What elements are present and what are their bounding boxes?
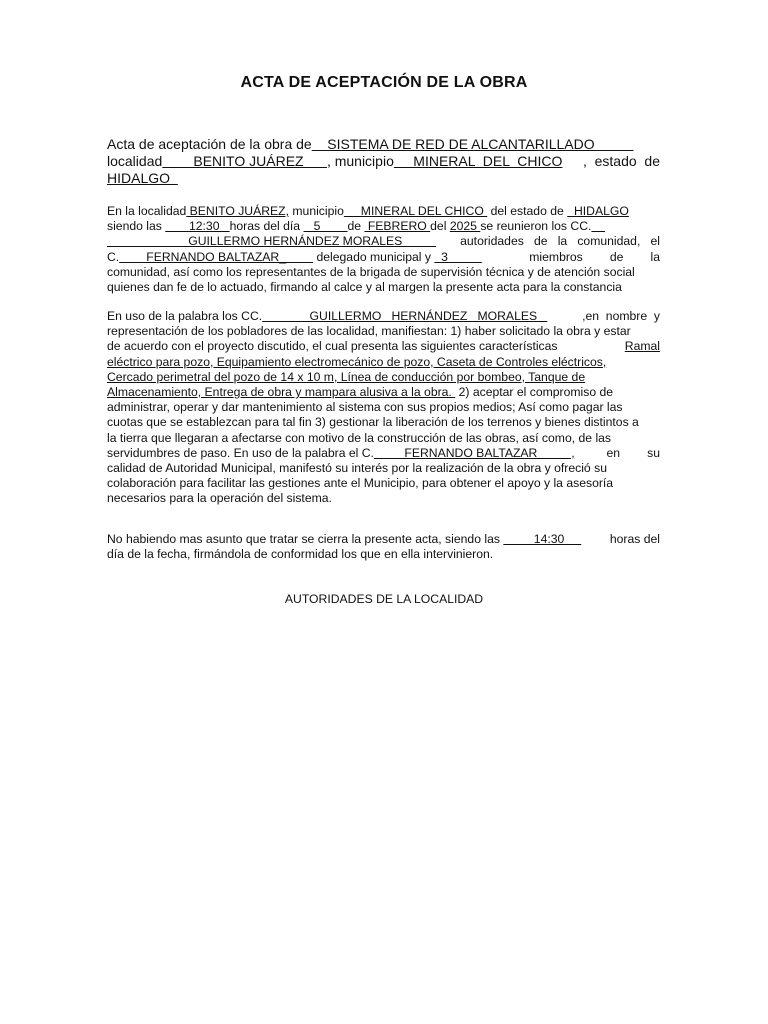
intro-estado-label: , estado de xyxy=(582,153,660,169)
p1-anio-value: 2025 xyxy=(449,219,481,234)
paragraph-closing xyxy=(107,532,660,562)
p1-localidad-label: En la localidad xyxy=(107,204,187,218)
p3-hora-value: 14:30 xyxy=(503,532,582,546)
p1-siendo-label: siendo las xyxy=(107,219,166,234)
p2-line-6 xyxy=(107,385,660,400)
p2-line-10 xyxy=(107,446,660,461)
p1-estado-label: del estado de xyxy=(487,204,568,218)
p1-municipio-value: MINERAL DEL CHICO xyxy=(343,204,488,218)
paragraph-constitution xyxy=(107,204,660,295)
p1-dia-value: 5 xyxy=(303,219,348,234)
authorities-heading: AUTORIDADES DE LA LOCALIDAD xyxy=(284,592,484,606)
p2-line-5-underlined: Cercado perimetral del pozo de 14 x 10 m, Línea de conducción por bombeo, Tanque de xyxy=(107,369,586,384)
intro-municipio-label: , municipio xyxy=(326,153,394,169)
p1-line-5: comunidad, así como los representantes de la brigada de supervisión técnica y de atención social xyxy=(107,264,635,279)
p2-lead-group xyxy=(107,309,547,324)
p1-cc-blank xyxy=(591,219,605,233)
p2-line-11: calidad de Autoridad Municipal, manifestó su interés por la realización de la obra y ofreció su xyxy=(107,461,607,476)
p1-reunieron-label: se reunieron los CC. xyxy=(480,219,592,234)
p1-de-label: de xyxy=(347,219,365,234)
p2-guillermo-name: GUILLERMO HERNÁNDEZ MORALES xyxy=(262,309,548,323)
p2-line-6-text: 2) aceptar el compromiso de xyxy=(455,385,614,400)
p3-lead: No habiendo mas asunto que tratar se cierra la presente acta, siendo las xyxy=(107,532,504,546)
p1-miembros-count: 3 xyxy=(434,249,482,264)
p2-line-12: colaboración para facilitar las gestiones ante el Municipio, para obtener el apoyo y la asesoría xyxy=(107,476,614,491)
p2-line-3-text: de acuerdo con el proyecto discutido, el cual presenta las siguientes características xyxy=(107,339,561,354)
p2-line-8: cuotas que se establezcan para tal fin 3) gestionar la liberación de los terrenos y bienes distintos a xyxy=(107,415,639,430)
p3-lead-group xyxy=(107,532,581,547)
p1-del-label: del xyxy=(430,219,450,234)
p2-line-10-group xyxy=(107,446,575,461)
p2-fernando-name: FERNANDO BALTAZAR , xyxy=(373,445,575,460)
p2-line-4-underlined: eléctrico para pozo, Equipamiento electromecánico de pozo, Caseta de Controles eléctricos, xyxy=(107,354,607,369)
p1-fernando-group xyxy=(107,250,482,265)
p2-line-9: la tierra que llegaran a afectarse con motivo de la construcción de las obras, así como, de las xyxy=(107,430,612,445)
intro-localidad-group xyxy=(107,153,562,170)
p1-horas-label: horas del día xyxy=(229,219,304,234)
p1-miembros-label: miembros de la xyxy=(529,249,660,264)
p1-estado-value: HIDALGO xyxy=(567,204,629,218)
intro-line-1 xyxy=(107,136,660,153)
intro-localidad-label: localidad xyxy=(107,153,163,169)
p1-line-4 xyxy=(107,250,660,265)
intro-prefix: Acta de aceptación de la obra de xyxy=(107,136,312,152)
p1-c-label: C. xyxy=(107,249,120,264)
p3-line-2: día de la fecha, firmándola de conformidad los que en ella intervinieron. xyxy=(107,547,494,562)
p2-lead: En uso de la palabra los CC. xyxy=(107,309,263,323)
p2-line-10-tail: en su xyxy=(606,445,660,460)
p1-fernando-name: FERNANDO BALTAZAR_ xyxy=(119,249,314,264)
p2-line-13: necesarios para la operación del sistema. xyxy=(107,491,332,506)
p2-line-2: representación de los pobladores de las localidad, manifiestan: 1) haber solicitado la obra y estar xyxy=(107,324,631,339)
p1-guillermo-name: GUILLERMO HERNÁNDEZ MORALES xyxy=(107,234,437,249)
intro-line-3 xyxy=(107,170,660,187)
p3-line-1 xyxy=(107,532,660,547)
intro-paragraph xyxy=(107,136,660,187)
p1-mes-value: FEBRERO xyxy=(364,219,431,234)
p2-line-1 xyxy=(107,309,660,324)
intro-estado-value: HIDALGO xyxy=(107,170,178,186)
p1-delegado-label: delegado municipal y xyxy=(313,249,435,264)
p2-line-10-text: servidumbres de paso. En uso de la palabra el C. xyxy=(107,445,374,460)
p3-tail: horas del xyxy=(606,532,660,546)
p1-line-1 xyxy=(107,204,660,219)
p1-localidad-value: BENITO JUÁREZ, xyxy=(186,204,289,218)
p2-line-3 xyxy=(107,339,660,354)
p1-line-3 xyxy=(107,234,660,249)
document-title: ACTA DE ACEPTACIÓN DE LA OBRA xyxy=(240,74,528,91)
p1-line-2 xyxy=(107,219,660,234)
p1-line-6: quienes dan fe de lo actuado, firmando al calce y al margen la presente acta para la constancia xyxy=(107,280,622,295)
intro-line-2 xyxy=(107,153,660,170)
p2-line-7: administrar, operar y dar mantenimiento al sistema con sus propios medios; Así como pagar las xyxy=(107,400,623,415)
p2-line-6-underlined: Almacenamiento, Entrega de obra y mampara alusiva a la obra. xyxy=(107,385,456,400)
p1-autoridades-label: autoridades de la comunidad, el xyxy=(460,234,660,249)
paragraph-manifest xyxy=(107,309,660,507)
intro-localidad-value: BENITO JUÁREZ xyxy=(162,153,327,169)
p2-line-3-underlined: Ramal xyxy=(624,339,660,354)
intro-obra-name: SISTEMA DE RED DE ALCANTARILLADO xyxy=(311,136,634,152)
p2-tail: ,en nombre y xyxy=(578,309,660,323)
p1-municipio-label: municipio xyxy=(289,204,344,218)
p1-hora-value: 12:30 xyxy=(165,219,230,234)
intro-municipio-value: MINERAL DEL CHICO xyxy=(393,153,563,169)
